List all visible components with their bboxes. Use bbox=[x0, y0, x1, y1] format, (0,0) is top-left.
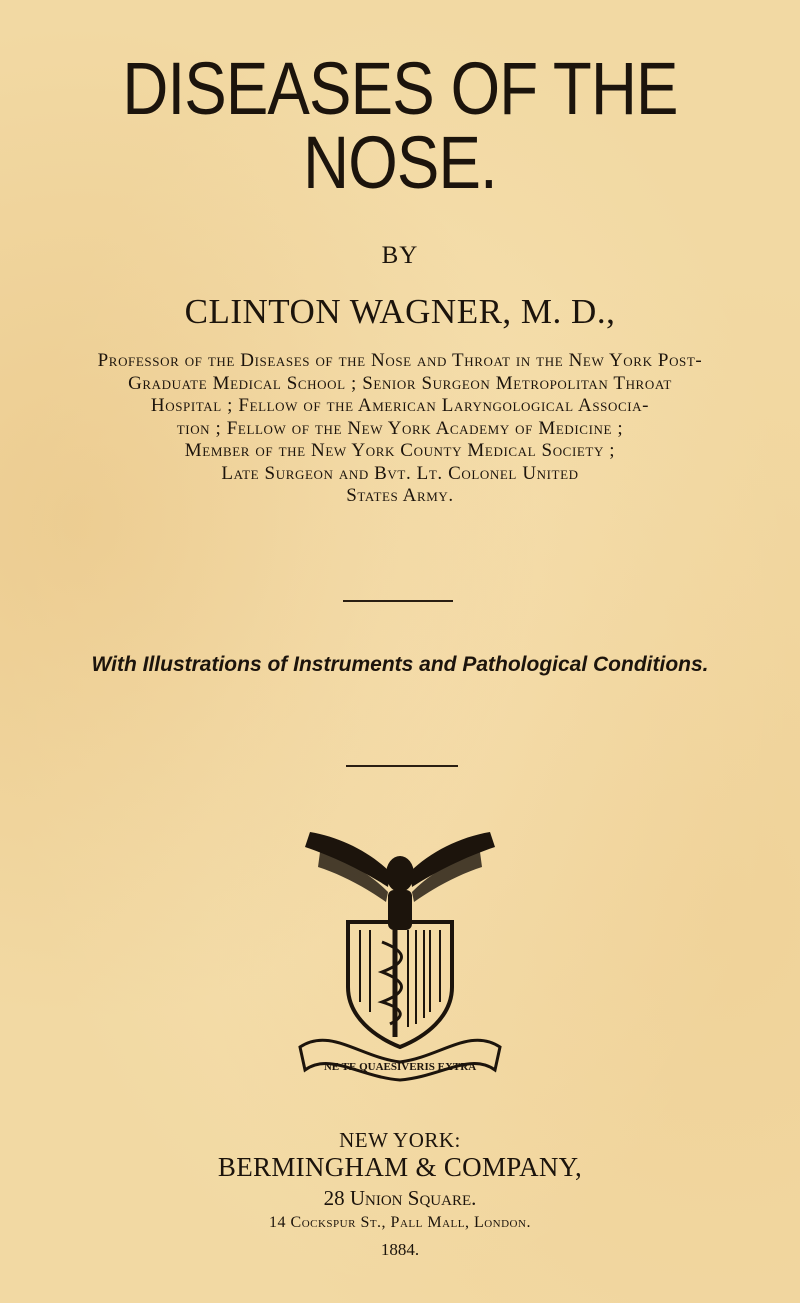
credentials-line: Professor of the Diseases of the Nose and Throat in the New York Post- bbox=[97, 350, 703, 371]
credentials-line: tion ; Fellow of the New York Academy of Medicine ; bbox=[176, 417, 624, 439]
credentials-line: Member of the New York County Medical Society ; bbox=[184, 440, 616, 461]
imprint-city: NEW YORK: bbox=[339, 1128, 461, 1152]
author-name: CLINTON WAGNER, M. D., bbox=[184, 292, 616, 331]
publication-year: 1884. bbox=[380, 1240, 420, 1259]
london-address: 14 Cockspur St., Pall Mall, London. bbox=[269, 1214, 531, 1231]
by-line: BY bbox=[381, 242, 419, 269]
publisher-name: BERMINGHAM & COMPANY, bbox=[217, 1152, 583, 1182]
illustrations-note: With Illustrations of Instruments and Pathological Conditions. bbox=[91, 653, 709, 676]
credentials-line: Graduate Medical School ; Senior Surgeon Metropolitan Throat bbox=[128, 372, 672, 394]
emblem-motto: NE TE QUAESIVERIS EXTRA bbox=[323, 1061, 477, 1073]
credentials-line: Hospital ; Fellow of the American Laryngological Associa- bbox=[150, 395, 650, 416]
credentials-line: Late Surgeon and Bvt. Lt. Colonel United bbox=[221, 462, 579, 484]
eagle-shield-emblem-icon bbox=[290, 812, 510, 1082]
author-credentials bbox=[22, 350, 778, 508]
divider-rule bbox=[346, 765, 458, 767]
book-title: DISEASES OF THE NOSE. bbox=[122, 47, 678, 204]
credentials-line: States Army. bbox=[346, 485, 454, 506]
divider-rule bbox=[343, 600, 453, 602]
publisher-address: 28 Union Square. bbox=[323, 1186, 477, 1210]
